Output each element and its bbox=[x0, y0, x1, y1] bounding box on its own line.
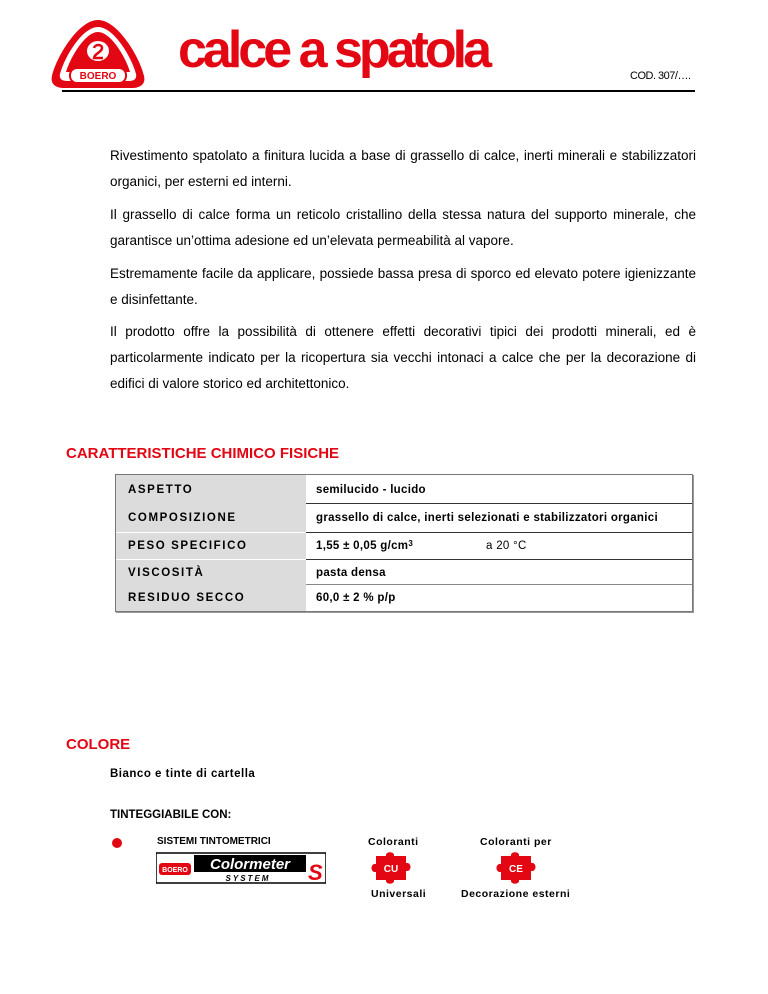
spec-label: RESIDUO SECCO bbox=[116, 585, 306, 611]
spec-value: pasta densa bbox=[316, 566, 386, 579]
colorant-exterior-title: Coloranti per bbox=[480, 836, 552, 848]
table-row bbox=[116, 504, 692, 532]
svg-text:SYSTEM: SYSTEM bbox=[225, 874, 271, 883]
spec-value-exponent: 3 bbox=[408, 539, 414, 548]
table-row bbox=[116, 585, 692, 611]
puzzle-ce-icon bbox=[491, 850, 543, 886]
specs-section-title: CARATTERISTICHE CHIMICO FISICHE bbox=[66, 445, 340, 462]
description-paragraph: Estremamente facile da applicare, possiede bassa presa di sporco ed elevato potere igienizzante e disinfettante. bbox=[110, 266, 696, 307]
svg-text:S: S bbox=[308, 860, 323, 884]
puzzle-cu-icon bbox=[366, 850, 418, 886]
spec-label: ASPETTO bbox=[116, 475, 306, 504]
spec-value: grassello di calce, inerti selezionati e stabilizzatori organici bbox=[316, 512, 658, 524]
colore-description: Bianco e tinte di cartella bbox=[110, 768, 256, 780]
product-code: COD. 307/…. bbox=[630, 70, 691, 82]
header-divider bbox=[62, 90, 695, 92]
spec-value-text: 1,55 ± 0,05 g/cm bbox=[316, 540, 409, 552]
tinteggiabile-label: TINTEGGIABILE CON: bbox=[110, 809, 232, 821]
svg-text:BOERO: BOERO bbox=[79, 71, 117, 82]
table-row bbox=[116, 475, 692, 504]
svg-text:CE: CE bbox=[509, 864, 523, 875]
colormeter-logo bbox=[156, 852, 326, 884]
sistemi-tintometrici-label: SISTEMI TINTOMETRICI bbox=[157, 836, 271, 847]
spec-value: semilucido - lucido bbox=[316, 483, 426, 496]
description-paragraph: Rivestimento spatolato a finitura lucida a base di grassello di calce, inerti minerali e stabilizzatori organici, per esterni ed interni. bbox=[110, 148, 696, 189]
svg-text:CU: CU bbox=[383, 864, 399, 875]
colorant-exterior-subtitle: Decorazione esterni bbox=[461, 888, 571, 900]
description-paragraph: Il prodotto offre la possibilità di ottenere effetti decorativi tipici dei prodotti minerali, ed è particolarmente indicato per la ricopertura sia vecchi intonaci a calce che per la decorazione di edifici di valore storico ed architettonico. bbox=[110, 324, 696, 391]
spec-label: PESO SPECIFICO bbox=[116, 533, 306, 559]
description-paragraph: Il grassello di calce forma un reticolo cristallino della stessa natura del supporto minerale, che garantisce un’ottima adesione ed un’elevata permeabilità al vapore. bbox=[110, 207, 696, 248]
spec-label: VISCOSITÀ bbox=[116, 560, 306, 585]
table-row bbox=[116, 560, 692, 585]
svg-text:Colormeter: Colormeter bbox=[209, 856, 291, 873]
product-title: calce a spatola bbox=[178, 21, 488, 79]
spec-note: a 20 °C bbox=[486, 540, 527, 552]
svg-text:BOERO: BOERO bbox=[162, 867, 188, 874]
spec-value: 60,0 ± 2 % p/p bbox=[316, 592, 396, 604]
table-row bbox=[116, 533, 692, 559]
colore-section-title: COLORE bbox=[66, 736, 131, 753]
bullet-icon bbox=[112, 838, 122, 848]
spec-value bbox=[316, 533, 692, 559]
colorant-universal-title: Coloranti bbox=[368, 836, 419, 848]
colorant-universal-subtitle: Universali bbox=[371, 888, 427, 900]
specs-table bbox=[115, 474, 693, 612]
boero-logo bbox=[48, 18, 148, 90]
spec-label: COMPOSIZIONE bbox=[116, 504, 306, 532]
